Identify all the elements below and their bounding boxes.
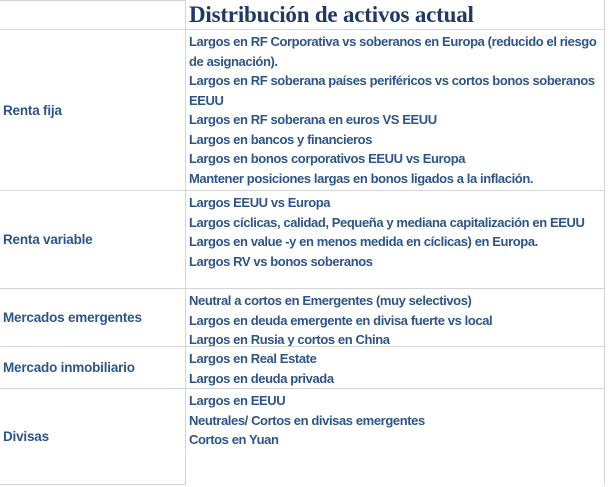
cell-line: Largos en deuda privada [189, 370, 334, 386]
row-divisas-items [185, 388, 605, 485]
row-label: Renta variable [3, 232, 93, 247]
cell-line: Largos en RF soberana países periféricos vs cortos bonos soberanos EEUU [189, 73, 595, 108]
row-renta-fija-items [185, 29, 605, 190]
row-mercado-inmobiliario-items [185, 346, 605, 388]
row-label: Mercado inmobiliario [3, 360, 135, 375]
row-renta-fija [0, 29, 185, 190]
cell-line: Mantener posiciones largas en bonos ligados a la inflación. [189, 170, 534, 186]
cell-line: Largos en bancos y financieros [189, 131, 373, 147]
row-renta-variable-items [185, 190, 605, 288]
cell-line: Largos en Rusia y cortos en China [189, 332, 390, 346]
cell-line: Largos RV vs bonos soberanos [189, 253, 373, 269]
title-spacer-cell [0, 0, 185, 29]
cell-line: Largos en bonos corporativos EEUU vs Europa [189, 151, 466, 166]
cell-line: Largos en RF Corporativa vs soberanos en Europa (reducido el riesgo de asignación). [189, 34, 597, 69]
cell-line: Largos EEUU vs Europa [189, 195, 331, 210]
cell-line: Largos cíclicas, calidad, Pequeña y mediana capitalización en EEUU [189, 214, 585, 230]
row-label: Divisas [3, 429, 49, 444]
row-mercados-emergentes-items [185, 288, 605, 346]
cell-line: Neutral a cortos en Emergentes (muy selectivos) [189, 293, 472, 308]
title-cell [185, 0, 605, 29]
cell-line: Largos en RF soberana en euros VS EEUU [189, 112, 437, 127]
page-title: Distribución de activos actual [189, 1, 474, 27]
cell-line: Cortos en Yuan [189, 432, 279, 447]
cell-line: Neutrales/ Cortos en divisas emergentes [189, 412, 425, 428]
row-divisas [0, 388, 185, 485]
cell-line: Largos en value -y en menos medida en cíclicas) en Europa. [189, 234, 538, 249]
row-mercados-emergentes [0, 288, 185, 346]
row-renta-variable [0, 190, 185, 288]
row-label: Mercados emergentes [3, 310, 142, 325]
row-label: Renta fija [3, 102, 62, 118]
row-mercado-inmobiliario [0, 346, 185, 388]
cell-line: Largos en deuda emergente en divisa fuerte vs local [189, 312, 493, 328]
cell-line: Largos en Real Estate [189, 351, 317, 366]
cell-line: Largos en EEUU [189, 393, 286, 408]
